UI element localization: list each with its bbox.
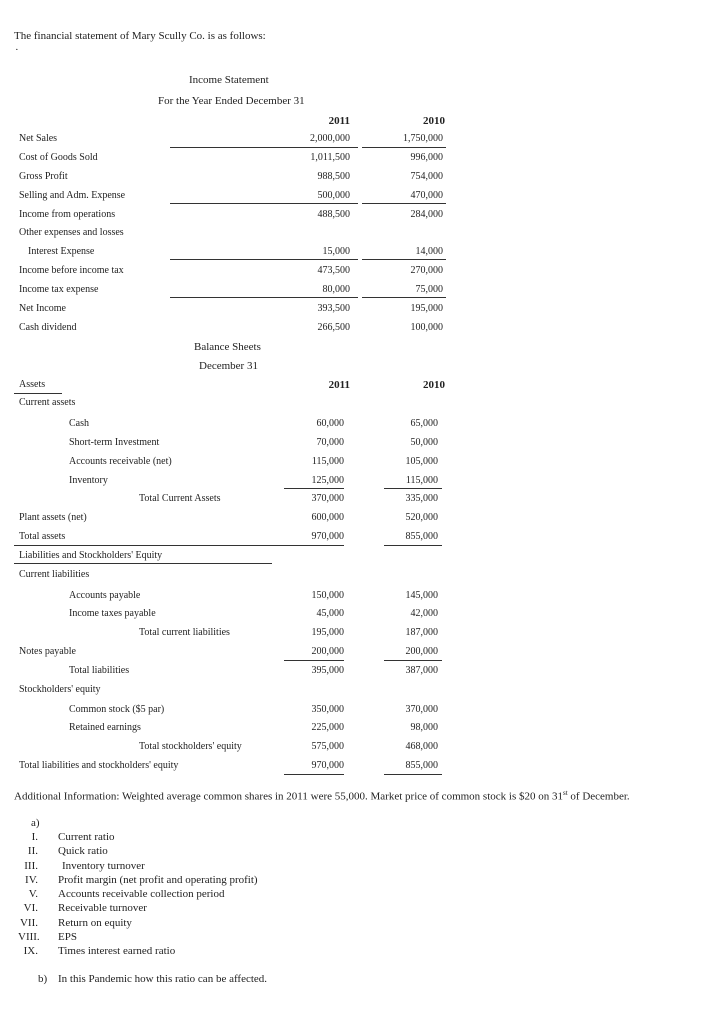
value-2010: 520,000: [405, 512, 438, 523]
row-label: Common stock ($5 par): [69, 704, 165, 715]
row-label: Interest Expense: [28, 246, 95, 257]
row-label: Total assets: [19, 531, 66, 542]
value-2011: 195,000: [311, 627, 344, 638]
bullet-mark: ·: [15, 44, 19, 56]
question-b-text: In this Pandemic how this ratio can be affected.: [58, 973, 268, 985]
value-2011: 115,000: [311, 456, 344, 467]
row-label: Income from operations: [19, 209, 116, 220]
list-number: V.: [28, 888, 38, 900]
value-2011: 15,000: [322, 246, 350, 257]
list-number: VII.: [19, 917, 38, 929]
row-label: Other expenses and losses: [19, 227, 124, 238]
list-number: III.: [24, 860, 38, 872]
additional-text-end: of December.: [567, 790, 630, 803]
list-number: IX.: [23, 945, 38, 957]
value-2010: 187,000: [405, 627, 438, 638]
row-label: Net Income: [19, 303, 66, 314]
value-2010: 100,000: [410, 322, 443, 333]
row-label: Current liabilities: [19, 569, 90, 580]
value-2011: 393,500: [317, 303, 350, 314]
value-2010: 996,000: [410, 152, 443, 163]
value-2010: 335,000: [405, 493, 438, 504]
row-label: Selling and Adm. Expense: [19, 190, 126, 201]
row-label: Net Sales: [19, 133, 58, 144]
value-2011: 988,500: [317, 171, 350, 182]
rule: [362, 147, 446, 148]
rule: [362, 203, 446, 204]
row-label: Income tax expense: [19, 284, 99, 295]
question-b-label: b): [38, 973, 48, 985]
income-col-2010: 2010: [423, 115, 445, 127]
row-label: Cost of Goods Sold: [19, 152, 98, 163]
ordinal-suffix: st: [563, 789, 568, 797]
value-2011: 970,000: [311, 760, 344, 771]
value-2010: 855,000: [405, 760, 438, 771]
value-2010: 14,000: [415, 246, 443, 257]
row-label: Income before income tax: [19, 265, 124, 276]
rule: [284, 774, 344, 775]
row-label: Gross Profit: [19, 171, 68, 182]
row-label: Plant assets (net): [19, 512, 87, 523]
value-2010: 1,750,000: [403, 133, 443, 144]
assets-heading: Assets: [19, 379, 46, 390]
rule: [384, 488, 442, 489]
row-label: Total liabilities and stockholders' equity: [19, 760, 179, 771]
rule: [14, 545, 344, 546]
rule: [170, 203, 358, 204]
row-label: Stockholders' equity: [19, 684, 101, 695]
value-2010: 195,000: [410, 303, 443, 314]
row-label: Accounts receivable (net): [69, 456, 172, 467]
row-label: Total current liabilities: [139, 627, 230, 638]
income-col-2011: 2011: [328, 115, 350, 127]
value-2010: 754,000: [410, 171, 443, 182]
rule: [14, 393, 62, 394]
value-2011: 150,000: [311, 590, 344, 601]
additional-info: [14, 790, 630, 803]
rule: [284, 488, 344, 489]
list-item: EPS: [58, 931, 77, 943]
balance-period: December 31: [199, 360, 258, 372]
row-label: Total Current Assets: [139, 493, 221, 504]
row-label: Income taxes payable: [69, 608, 156, 619]
value-2010: 145,000: [405, 590, 438, 601]
value-2011: 488,500: [317, 209, 350, 220]
income-period: For the Year Ended December 31: [158, 95, 305, 107]
value-2011: 200,000: [311, 646, 344, 657]
list-item: Times interest earned ratio: [58, 945, 176, 957]
income-title: Income Statement: [189, 74, 269, 86]
rule: [170, 297, 358, 298]
value-2010: 284,000: [410, 209, 443, 220]
list-item: Receivable turnover: [58, 902, 147, 914]
rule: [384, 660, 442, 661]
list-number: VI.: [23, 902, 38, 914]
value-2010: 65,000: [410, 418, 438, 429]
value-2011: 60,000: [316, 418, 344, 429]
value-2011: 370,000: [311, 493, 344, 504]
list-item: Quick ratio: [58, 845, 108, 857]
list-number: IV.: [25, 874, 38, 886]
list-item: Profit margin (net profit and operating profit): [58, 874, 258, 886]
value-2010: 370,000: [405, 704, 438, 715]
value-2011: 500,000: [317, 190, 350, 201]
value-2010: 855,000: [405, 531, 438, 542]
intro-text: The financial statement of Mary Scully Co. is as follows:: [14, 30, 266, 42]
value-2011: 125,000: [311, 475, 344, 486]
rule: [362, 259, 446, 260]
value-2010: 470,000: [410, 190, 443, 201]
value-2010: 115,000: [405, 475, 438, 486]
rule: [384, 774, 442, 775]
list-item: Accounts receivable collection period: [58, 888, 225, 900]
value-2011: 45,000: [316, 608, 344, 619]
value-2010: 468,000: [405, 741, 438, 752]
row-label: Notes payable: [19, 646, 76, 657]
list-item: Current ratio: [58, 831, 115, 843]
balance-title: Balance Sheets: [194, 341, 261, 353]
value-2011: 225,000: [311, 722, 344, 733]
value-2010: 98,000: [410, 722, 438, 733]
value-2011: 600,000: [311, 512, 344, 523]
list-item: Inventory turnover: [62, 860, 145, 872]
row-label: Accounts payable: [69, 590, 141, 601]
value-2011: 395,000: [311, 665, 344, 676]
rule: [170, 259, 358, 260]
list-number: VIII.: [18, 931, 40, 943]
value-2010: 50,000: [410, 437, 438, 448]
value-2011: 350,000: [311, 704, 344, 715]
row-label: Cash: [69, 418, 89, 429]
row-label: Liabilities and Stockholders' Equity: [19, 550, 163, 561]
value-2011: 266,500: [317, 322, 350, 333]
rule: [170, 147, 358, 148]
rule: [362, 297, 446, 298]
value-2010: 200,000: [405, 646, 438, 657]
row-label: Retained earnings: [69, 722, 141, 733]
rule: [384, 545, 442, 546]
rule: [14, 563, 272, 564]
row-label: Inventory: [69, 475, 108, 486]
value-2011: 1,011,500: [310, 152, 350, 163]
row-label: Short-term Investment: [69, 437, 160, 448]
value-2011: 80,000: [322, 284, 350, 295]
value-2011: 575,000: [311, 741, 344, 752]
row-label: Cash dividend: [19, 322, 77, 333]
balance-col-2010: 2010: [423, 379, 445, 391]
current-assets-heading: Current assets: [19, 397, 76, 408]
list-item: Return on equity: [58, 917, 132, 929]
list-number: I.: [31, 831, 38, 843]
value-2011: 2,000,000: [310, 133, 350, 144]
row-label: Total stockholders' equity: [139, 741, 242, 752]
additional-text: Additional Information: Weighted average common shares in 2011 were 55,000. Market price of common stock is $20 on 31: [14, 790, 563, 803]
row-label: Total liabilities: [69, 665, 130, 676]
list-number: II.: [27, 845, 38, 857]
question-a-label: a): [31, 817, 40, 829]
value-2011: 70,000: [316, 437, 344, 448]
balance-col-2011: 2011: [328, 379, 350, 391]
rule: [284, 660, 344, 661]
value-2011: 970,000: [311, 531, 344, 542]
value-2010: 42,000: [410, 608, 438, 619]
value-2010: 75,000: [415, 284, 443, 295]
value-2010: 105,000: [405, 456, 438, 467]
value-2010: 387,000: [405, 665, 438, 676]
value-2011: 473,500: [317, 265, 350, 276]
value-2010: 270,000: [410, 265, 443, 276]
